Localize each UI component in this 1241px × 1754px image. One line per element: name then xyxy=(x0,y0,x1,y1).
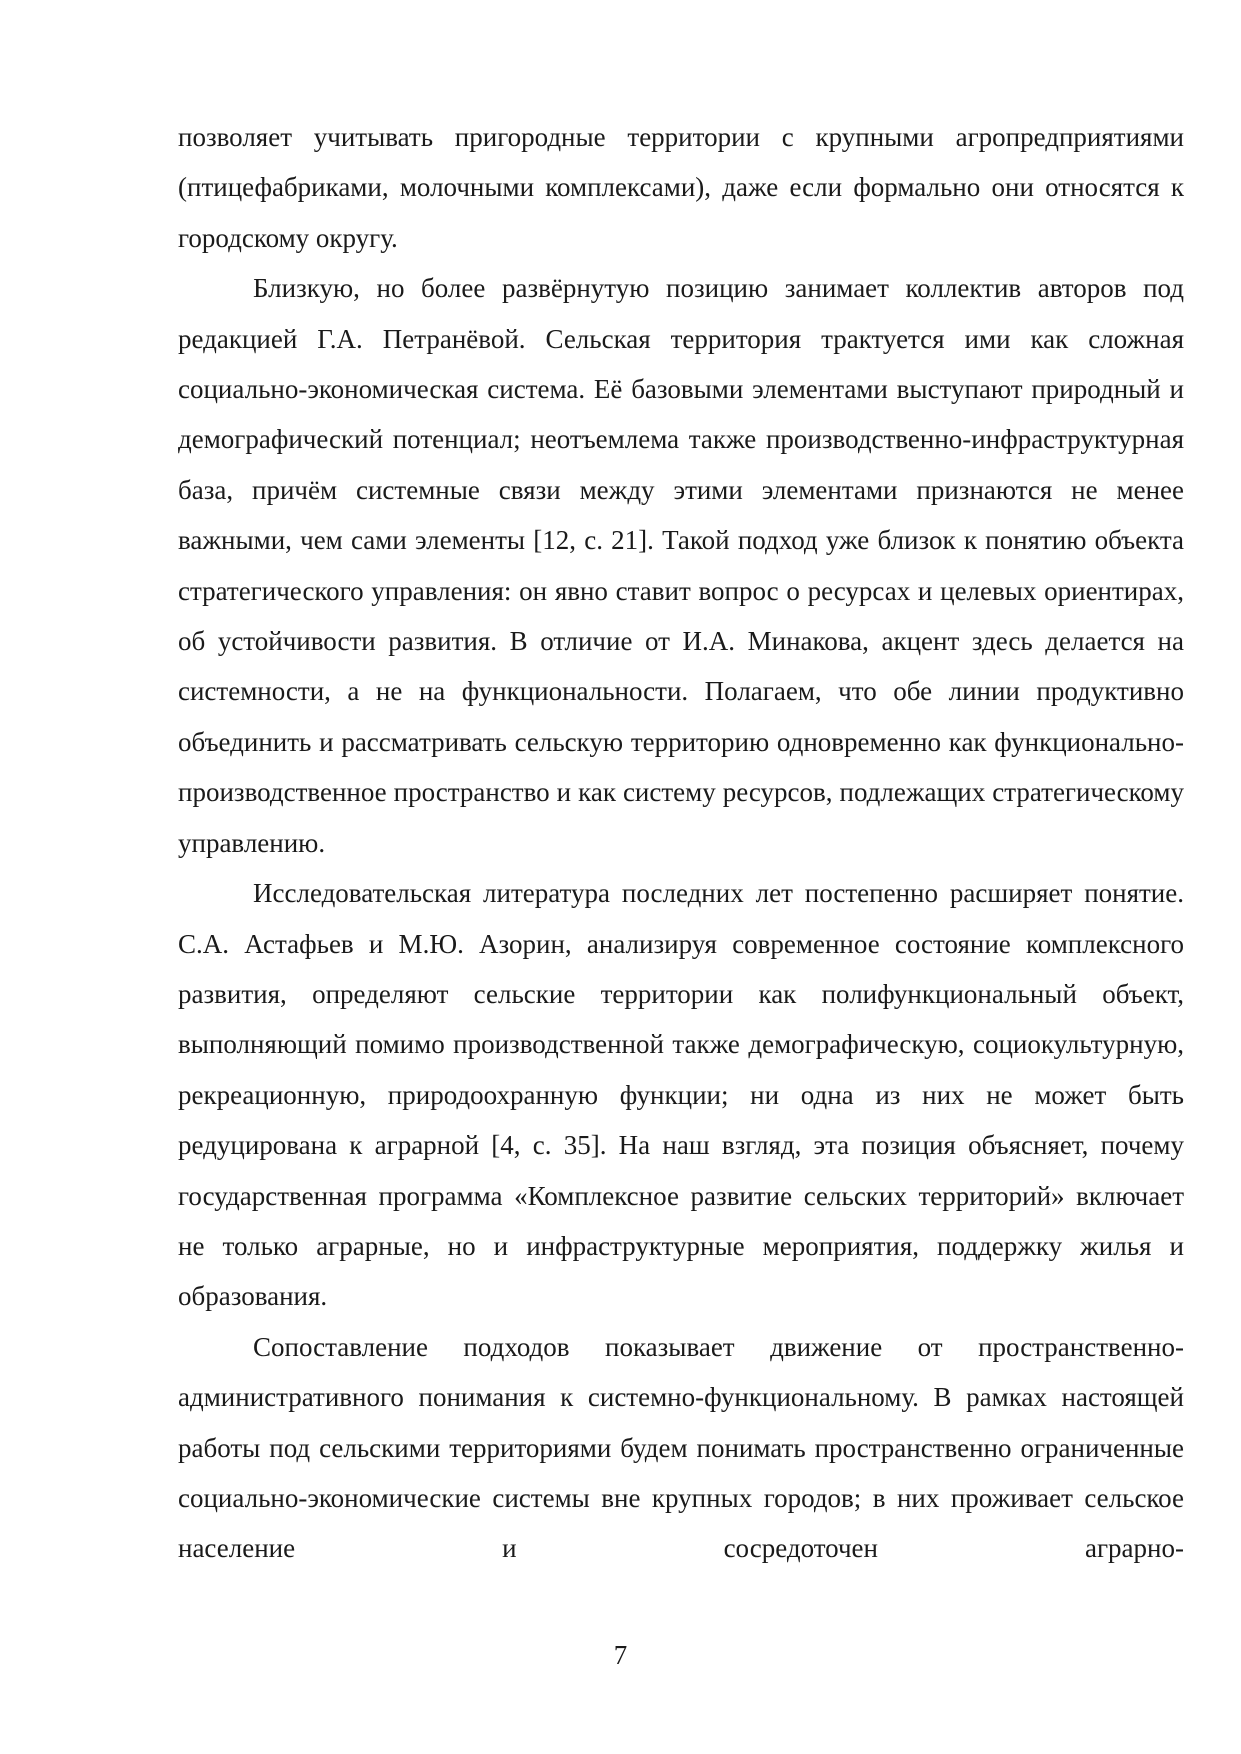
paragraph-comparison: Сопоставление подходов показывает движение от пространственно-административного понимания к системно-функциональному. В рамках настоящей работы под сельскими территориями будем понимать пространственно ограниченные социально-экономические системы вне крупных городов; в них проживает сельское население и сосредоточен аграрно- xyxy=(178,1331,1184,1564)
document-body xyxy=(178,112,1184,1574)
paragraph-astafyev-azorin: Исследовательская литература последних лет постепенно расширяет понятие. С.А. Астафьев и М.Ю. Азорин, анализируя современное состояние комплексного развития, определяют сельские территории как полифункциональный объект, выполняющий помимо производственной также демографическую, социокультурную, рекреационную, природоохранную функции; ни одна из них не может быть редуцирована к аграрной [4, с. 35]. На наш взгляд, эта позиция объясняет, почему государственная программа «Комплексное развитие сельских территорий» включает не только аграрные, но и инфраструктурные мероприятия, поддержку жилья и образования. xyxy=(178,878,1184,1312)
page-number: 7 xyxy=(613,1640,628,1670)
paragraph-continuation: позволяет учитывать пригородные территории с крупными агропредприятиями (птицефабриками, молочными комплексами), даже если формально они относятся к городскому округу. xyxy=(178,122,1184,253)
paragraph-petraneva: Близкую, но более развёрнутую позицию занимает коллектив авторов под редакцией Г.А. Петранёвой. Сельская территория трактуется ими как сложная социально-экономическая система. Её базовыми элементами выступают природный и демографический потенциал; неотъемлема также производственно-инфраструктурная база, причём системные связи между этими элементами признаются не менее важными, чем сами элементы [12, с. 21]. Такой подход уже близок к понятию объекта стратегического управления: он явно ставит вопрос о ресурсах и целевых ориентирах, об устойчивости развития. В отличие от И.А. Минакова, акцент здесь делается на системности, а не на функциональности. Полагаем, что обе линии продуктивно объединить и рассматривать сельскую территорию одновременно как функционально-производственное пространство и как систему ресурсов, подлежащих стратегическому управлению. xyxy=(178,273,1184,858)
